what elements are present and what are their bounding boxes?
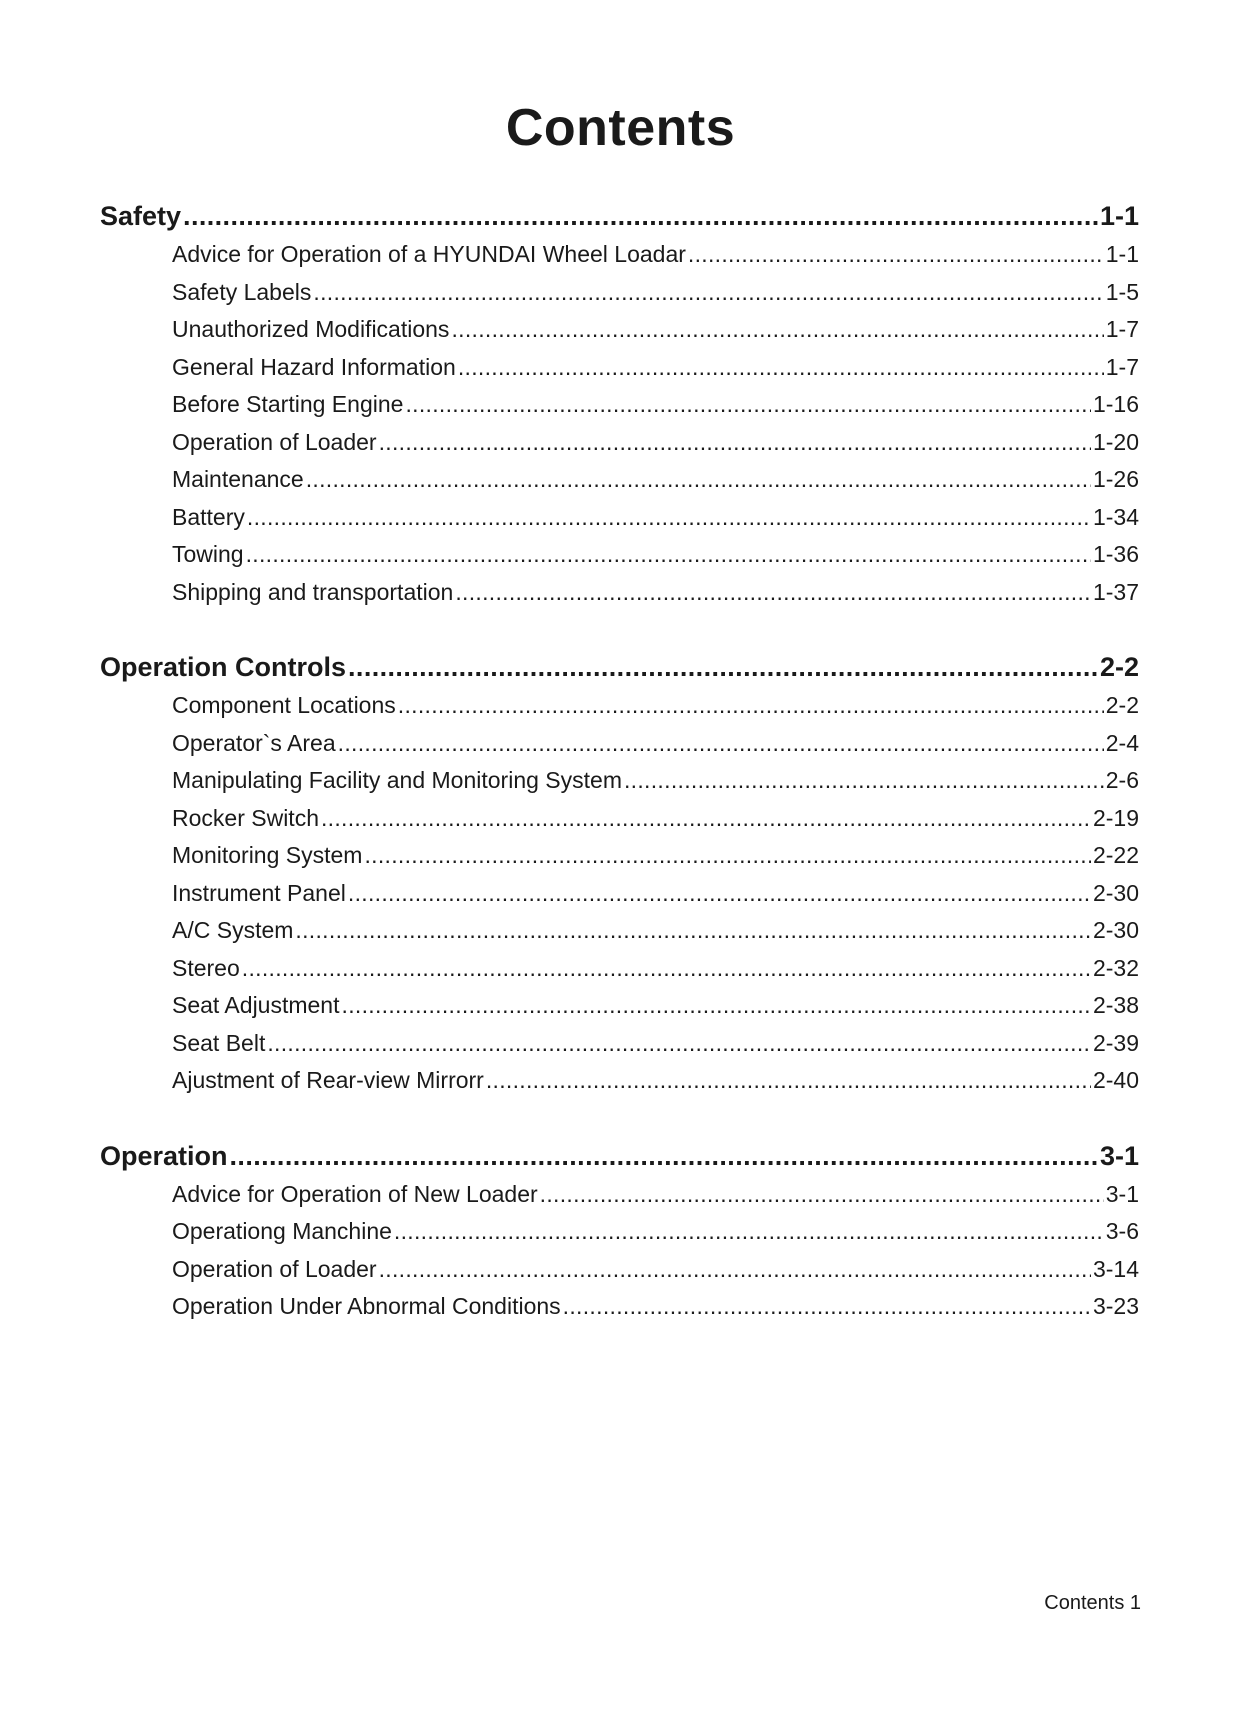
entry-title: Stereo [172, 954, 240, 981]
entry-page-number: 2-40 [1092, 1067, 1139, 1093]
entry-title: Instrument Panel [172, 879, 346, 906]
entry-page-number: 2-22 [1092, 842, 1139, 868]
dot-leader [379, 424, 1091, 462]
dot-leader [338, 725, 1104, 763]
dot-leader [267, 1025, 1091, 1063]
entry-title: Advice for Operation of New Loader [172, 1180, 538, 1207]
dot-leader [688, 236, 1104, 274]
dot-leader [451, 311, 1103, 349]
entry-page-number: 2-38 [1092, 992, 1139, 1018]
dot-leader [364, 837, 1090, 875]
entry-page-number: 2-2 [1105, 692, 1139, 718]
dot-leader [348, 875, 1091, 913]
toc-section-heading[interactable] [100, 196, 1139, 236]
dot-leader [398, 687, 1104, 725]
dot-leader [624, 762, 1104, 800]
entry-title: Safety Labels [172, 278, 312, 305]
entry-page-number: 3-6 [1105, 1218, 1139, 1244]
entry-page-number: 1-34 [1092, 503, 1139, 530]
entry-title: Before Starting Engine [172, 391, 404, 417]
entry-page-number: 1-7 [1105, 353, 1139, 380]
entry-page-number: 1-7 [1105, 316, 1139, 342]
dot-leader [348, 647, 1098, 687]
entry-page-number: 1-5 [1105, 278, 1139, 305]
toc-entry[interactable] [100, 1062, 1139, 1100]
entry-title: Battery [172, 503, 245, 530]
entry-title: A/C System [172, 917, 294, 943]
table-of-contents [100, 196, 1139, 1362]
section-title: Safety [100, 201, 182, 231]
entry-title: Monitoring System [172, 842, 363, 868]
toc-section-heading[interactable] [100, 647, 1139, 687]
dot-leader [379, 1251, 1091, 1289]
section-page-number: 1-1 [1099, 201, 1139, 231]
toc-entry[interactable] [100, 725, 1139, 763]
toc-entry[interactable] [100, 424, 1139, 462]
entry-page-number: 3-14 [1092, 1255, 1139, 1282]
page-footer: Contents 1 [1044, 1592, 1141, 1614]
entry-title: Rocker Switch [172, 804, 319, 831]
entry-page-number: 2-4 [1105, 729, 1139, 756]
entry-title: Unauthorized Modifications [172, 316, 450, 342]
entry-title: Operator`s Area [172, 729, 336, 756]
toc-entry[interactable] [100, 386, 1139, 424]
toc-entry[interactable] [100, 1025, 1139, 1063]
entry-page-number: 1-20 [1092, 428, 1139, 455]
section-page-number: 2-2 [1099, 652, 1139, 682]
toc-entry[interactable] [100, 311, 1139, 349]
entry-title: Shipping and transportation [172, 578, 454, 605]
toc-entry[interactable] [100, 349, 1139, 387]
dot-leader [458, 349, 1104, 387]
dot-leader [242, 950, 1091, 988]
toc-entry[interactable] [100, 236, 1139, 274]
toc-entry[interactable] [100, 950, 1139, 988]
entry-title: Seat Adjustment [172, 992, 340, 1018]
entry-title: Manipulating Facility and Monitoring System [172, 767, 622, 793]
toc-section [100, 1136, 1139, 1326]
entry-page-number: 2-30 [1092, 879, 1139, 906]
toc-entry[interactable] [100, 499, 1139, 537]
entry-page-number: 1-16 [1092, 391, 1139, 417]
entry-page-number: 3-1 [1105, 1180, 1139, 1207]
section-title: Operation [100, 1140, 228, 1171]
dot-leader [405, 386, 1091, 424]
page-title: Contents [505, 99, 736, 157]
dot-leader [313, 274, 1103, 312]
dot-leader [230, 1136, 1098, 1176]
entry-title: Advice for Operation of a HYUNDAI Wheel Loadar [172, 241, 686, 267]
toc-entry[interactable] [100, 1288, 1139, 1326]
toc-entry[interactable] [100, 1213, 1139, 1251]
dot-leader [394, 1213, 1104, 1251]
entry-page-number: 2-19 [1092, 804, 1139, 831]
dot-leader [486, 1062, 1091, 1100]
entry-page-number: 1-37 [1092, 578, 1139, 605]
toc-entry[interactable] [100, 574, 1139, 612]
toc-entry[interactable] [100, 837, 1139, 875]
dot-leader [247, 499, 1091, 537]
dot-leader [306, 461, 1091, 499]
entry-page-number: 2-30 [1092, 917, 1139, 943]
toc-entry[interactable] [100, 274, 1139, 312]
toc-entry[interactable] [100, 1176, 1139, 1214]
toc-entry[interactable] [100, 875, 1139, 913]
dot-leader [321, 800, 1091, 838]
entry-title: Operation Under Abnormal Conditions [172, 1293, 561, 1319]
section-page-number: 3-1 [1099, 1140, 1139, 1171]
entry-page-number: 3-23 [1092, 1293, 1139, 1319]
entry-page-number: 2-32 [1092, 954, 1139, 981]
dot-leader [183, 196, 1098, 236]
toc-entry[interactable] [100, 912, 1139, 950]
dot-leader [295, 912, 1091, 950]
toc-entry[interactable] [100, 762, 1139, 800]
dot-leader [540, 1176, 1104, 1214]
entry-page-number: 1-1 [1105, 241, 1139, 267]
entry-title: Maintenance [172, 466, 304, 492]
entry-title: Towing [172, 541, 244, 567]
entry-title: Operationg Manchine [172, 1218, 392, 1244]
entry-title: Component Locations [172, 692, 396, 718]
dot-leader [342, 987, 1091, 1025]
entry-title: Ajustment of Rear-view Mirrorr [172, 1067, 484, 1093]
toc-entry[interactable] [100, 987, 1139, 1025]
toc-section-heading[interactable] [100, 1136, 1139, 1176]
entry-title: Seat Belt [172, 1029, 266, 1056]
dot-leader [563, 1288, 1091, 1326]
section-title: Operation Controls [100, 652, 347, 682]
toc-entry[interactable] [100, 800, 1139, 838]
toc-entry[interactable] [100, 1251, 1139, 1289]
toc-entry[interactable] [100, 536, 1139, 574]
toc-section [100, 647, 1139, 1100]
entry-page-number: 1-26 [1092, 466, 1139, 492]
entry-page-number: 2-6 [1105, 767, 1139, 793]
toc-section [100, 196, 1139, 611]
entry-title: Operation of Loader [172, 1255, 377, 1282]
toc-entry[interactable] [100, 687, 1139, 725]
entry-title: Operation of Loader [172, 428, 377, 455]
entry-title: General Hazard Information [172, 353, 456, 380]
entry-page-number: 1-36 [1092, 541, 1139, 567]
dot-leader [455, 574, 1091, 612]
entry-page-number: 2-39 [1092, 1029, 1139, 1056]
dot-leader [246, 536, 1091, 574]
toc-entry[interactable] [100, 461, 1139, 499]
